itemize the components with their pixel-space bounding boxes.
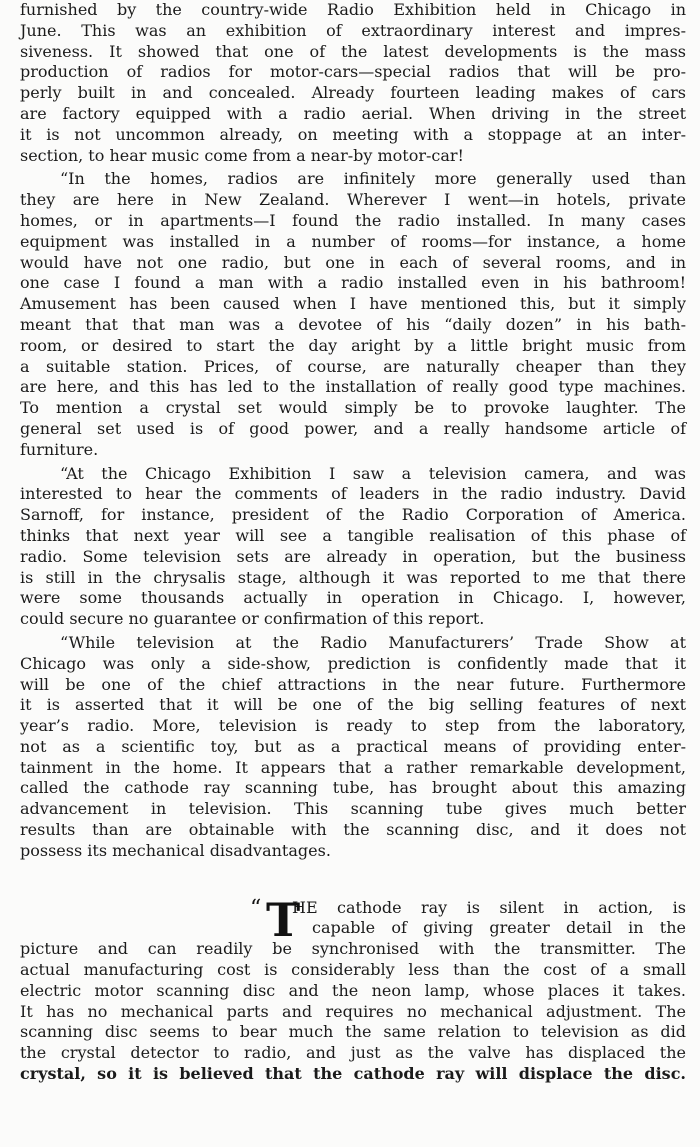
text-line: “At the Chicago Exhibition I saw a television camera, and was bbox=[60, 463, 686, 483]
text-line: not as a scientific toy, but as a practical means of providing enter- bbox=[20, 736, 686, 756]
text-line: it is asserted that it will be one of the big selling features of next bbox=[20, 695, 686, 715]
text-line: capable of giving greater detail in the bbox=[312, 918, 686, 938]
text-line: meant that that man was a devotee of his “daily dozen” in his bath- bbox=[20, 314, 686, 334]
text-line: section, to hear music come from a near-by motor-car! bbox=[20, 145, 464, 165]
paragraph-5 bbox=[20, 892, 686, 1085]
text-line: siveness. It showed that one of the latest developments is the mass bbox=[20, 41, 686, 61]
text-line: “In the homes, radios are infinitely more generally used than bbox=[60, 169, 686, 189]
text-line: possess its mechanical disadvantages. bbox=[20, 840, 331, 860]
text-line: scanning disc seems to bear much the same relation to television as did bbox=[20, 1022, 686, 1042]
text-line: general set used is of good power, and a really handsome article of bbox=[20, 418, 686, 438]
text-line: one case I found a man with a radio installed even in his bathroom! bbox=[20, 273, 686, 293]
text-line: results than are obtainable with the scanning disc, and it does not bbox=[20, 820, 686, 840]
text-line: interested to hear the comments of leaders in the radio industry. David bbox=[20, 484, 686, 504]
text-line: it is not uncommon already, on meeting with a stoppage at an inter- bbox=[20, 124, 686, 144]
text-line: Sarnoff, for instance, president of the Radio Corporation of America. bbox=[20, 505, 686, 525]
drop-cap-letter: T bbox=[266, 892, 301, 947]
text-line: “While television at the Radio Manufacturers’ Trade Show at bbox=[60, 632, 686, 652]
article-column bbox=[20, 0, 686, 1085]
text-line: picture and can readily be synchronised with the transmitter. The bbox=[20, 939, 686, 959]
text-line: are factory equipped with a radio aerial. When driving in the street bbox=[20, 103, 686, 123]
text-line: electric motor scanning disc and the neon lamp, whose places it takes. bbox=[20, 980, 686, 1000]
text-line: they are here in New Zealand. Wherever I went—in hotels, private bbox=[20, 190, 686, 210]
text-line: furniture. bbox=[20, 439, 99, 459]
paragraph-4 bbox=[20, 633, 686, 862]
text-line: the crystal detector to radio, and just as the valve has displaced the bbox=[20, 1043, 686, 1063]
text-line: equipment was installed in a number of rooms—for instance, a home bbox=[20, 231, 686, 251]
text-line: homes, or in apartments—I found the radio installed. In many cases bbox=[20, 210, 686, 230]
text-line: Amusement has been caused when I have mentioned this, but it simply bbox=[20, 294, 686, 314]
drop-cap-block bbox=[20, 892, 686, 947]
paragraph-1 bbox=[20, 0, 686, 166]
text-line: production of radios for motor-cars—special radios that will be pro- bbox=[20, 62, 686, 82]
text-line: are here, and this has led to the installation of really good type machines. bbox=[20, 377, 686, 397]
text-line: perly built in and concealed. Already fourteen leading makes of cars bbox=[20, 83, 686, 103]
text-line: could secure no guarantee or confirmation of this report. bbox=[20, 609, 485, 629]
text-line: room, or desired to start the day aright by a little bright music from bbox=[20, 335, 686, 355]
text-line: called the cathode ray scanning tube, has brought about this amazing bbox=[20, 778, 686, 798]
text-line: actual manufacturing cost is considerably less than the cost of a small bbox=[20, 960, 686, 980]
text-line: year’s radio. More, television is ready to step from the laboratory, bbox=[20, 716, 686, 736]
text-line: radio. Some television sets are already in operation, but the business bbox=[20, 546, 686, 566]
text-line: HE cathode ray is silent in action, is bbox=[292, 897, 686, 917]
text-line: furnished by the country-wide Radio Exhibition held in Chicago in bbox=[20, 0, 686, 19]
text-line: crystal, so it is believed that the cathode ray will displace the disc. bbox=[20, 1064, 686, 1084]
text-line: It has no mechanical parts and requires no mechanical adjustment. The bbox=[20, 1001, 686, 1021]
text-line: will be one of the chief attractions in the near future. Furthermore bbox=[20, 674, 686, 694]
text-line: is still in the chrysalis stage, although it was reported to me that there bbox=[20, 567, 686, 587]
text-line: June. This was an exhibition of extraordinary interest and impres- bbox=[20, 20, 686, 40]
text-line: To mention a crystal set would simply be to provoke laughter. The bbox=[20, 398, 686, 418]
text-line: thinks that next year will see a tangible realisation of this phase of bbox=[20, 525, 686, 545]
paragraph-3 bbox=[20, 464, 686, 630]
text-line: advancement in television. This scanning tube gives much better bbox=[20, 799, 686, 819]
open-quote: “ bbox=[250, 895, 262, 921]
text-line: would have not one radio, but one in each of several rooms, and in bbox=[20, 252, 686, 272]
paragraph-2 bbox=[20, 169, 686, 460]
text-line: a suitable station. Prices, of course, are naturally cheaper than they bbox=[20, 356, 686, 376]
text-line: were some thousands actually in operation in Chicago. I, however, bbox=[20, 588, 686, 608]
text-line: Chicago was only a side-show, prediction is confidently made that it bbox=[20, 653, 686, 673]
text-line: tainment in the home. It appears that a rather remarkable development, bbox=[20, 757, 686, 777]
